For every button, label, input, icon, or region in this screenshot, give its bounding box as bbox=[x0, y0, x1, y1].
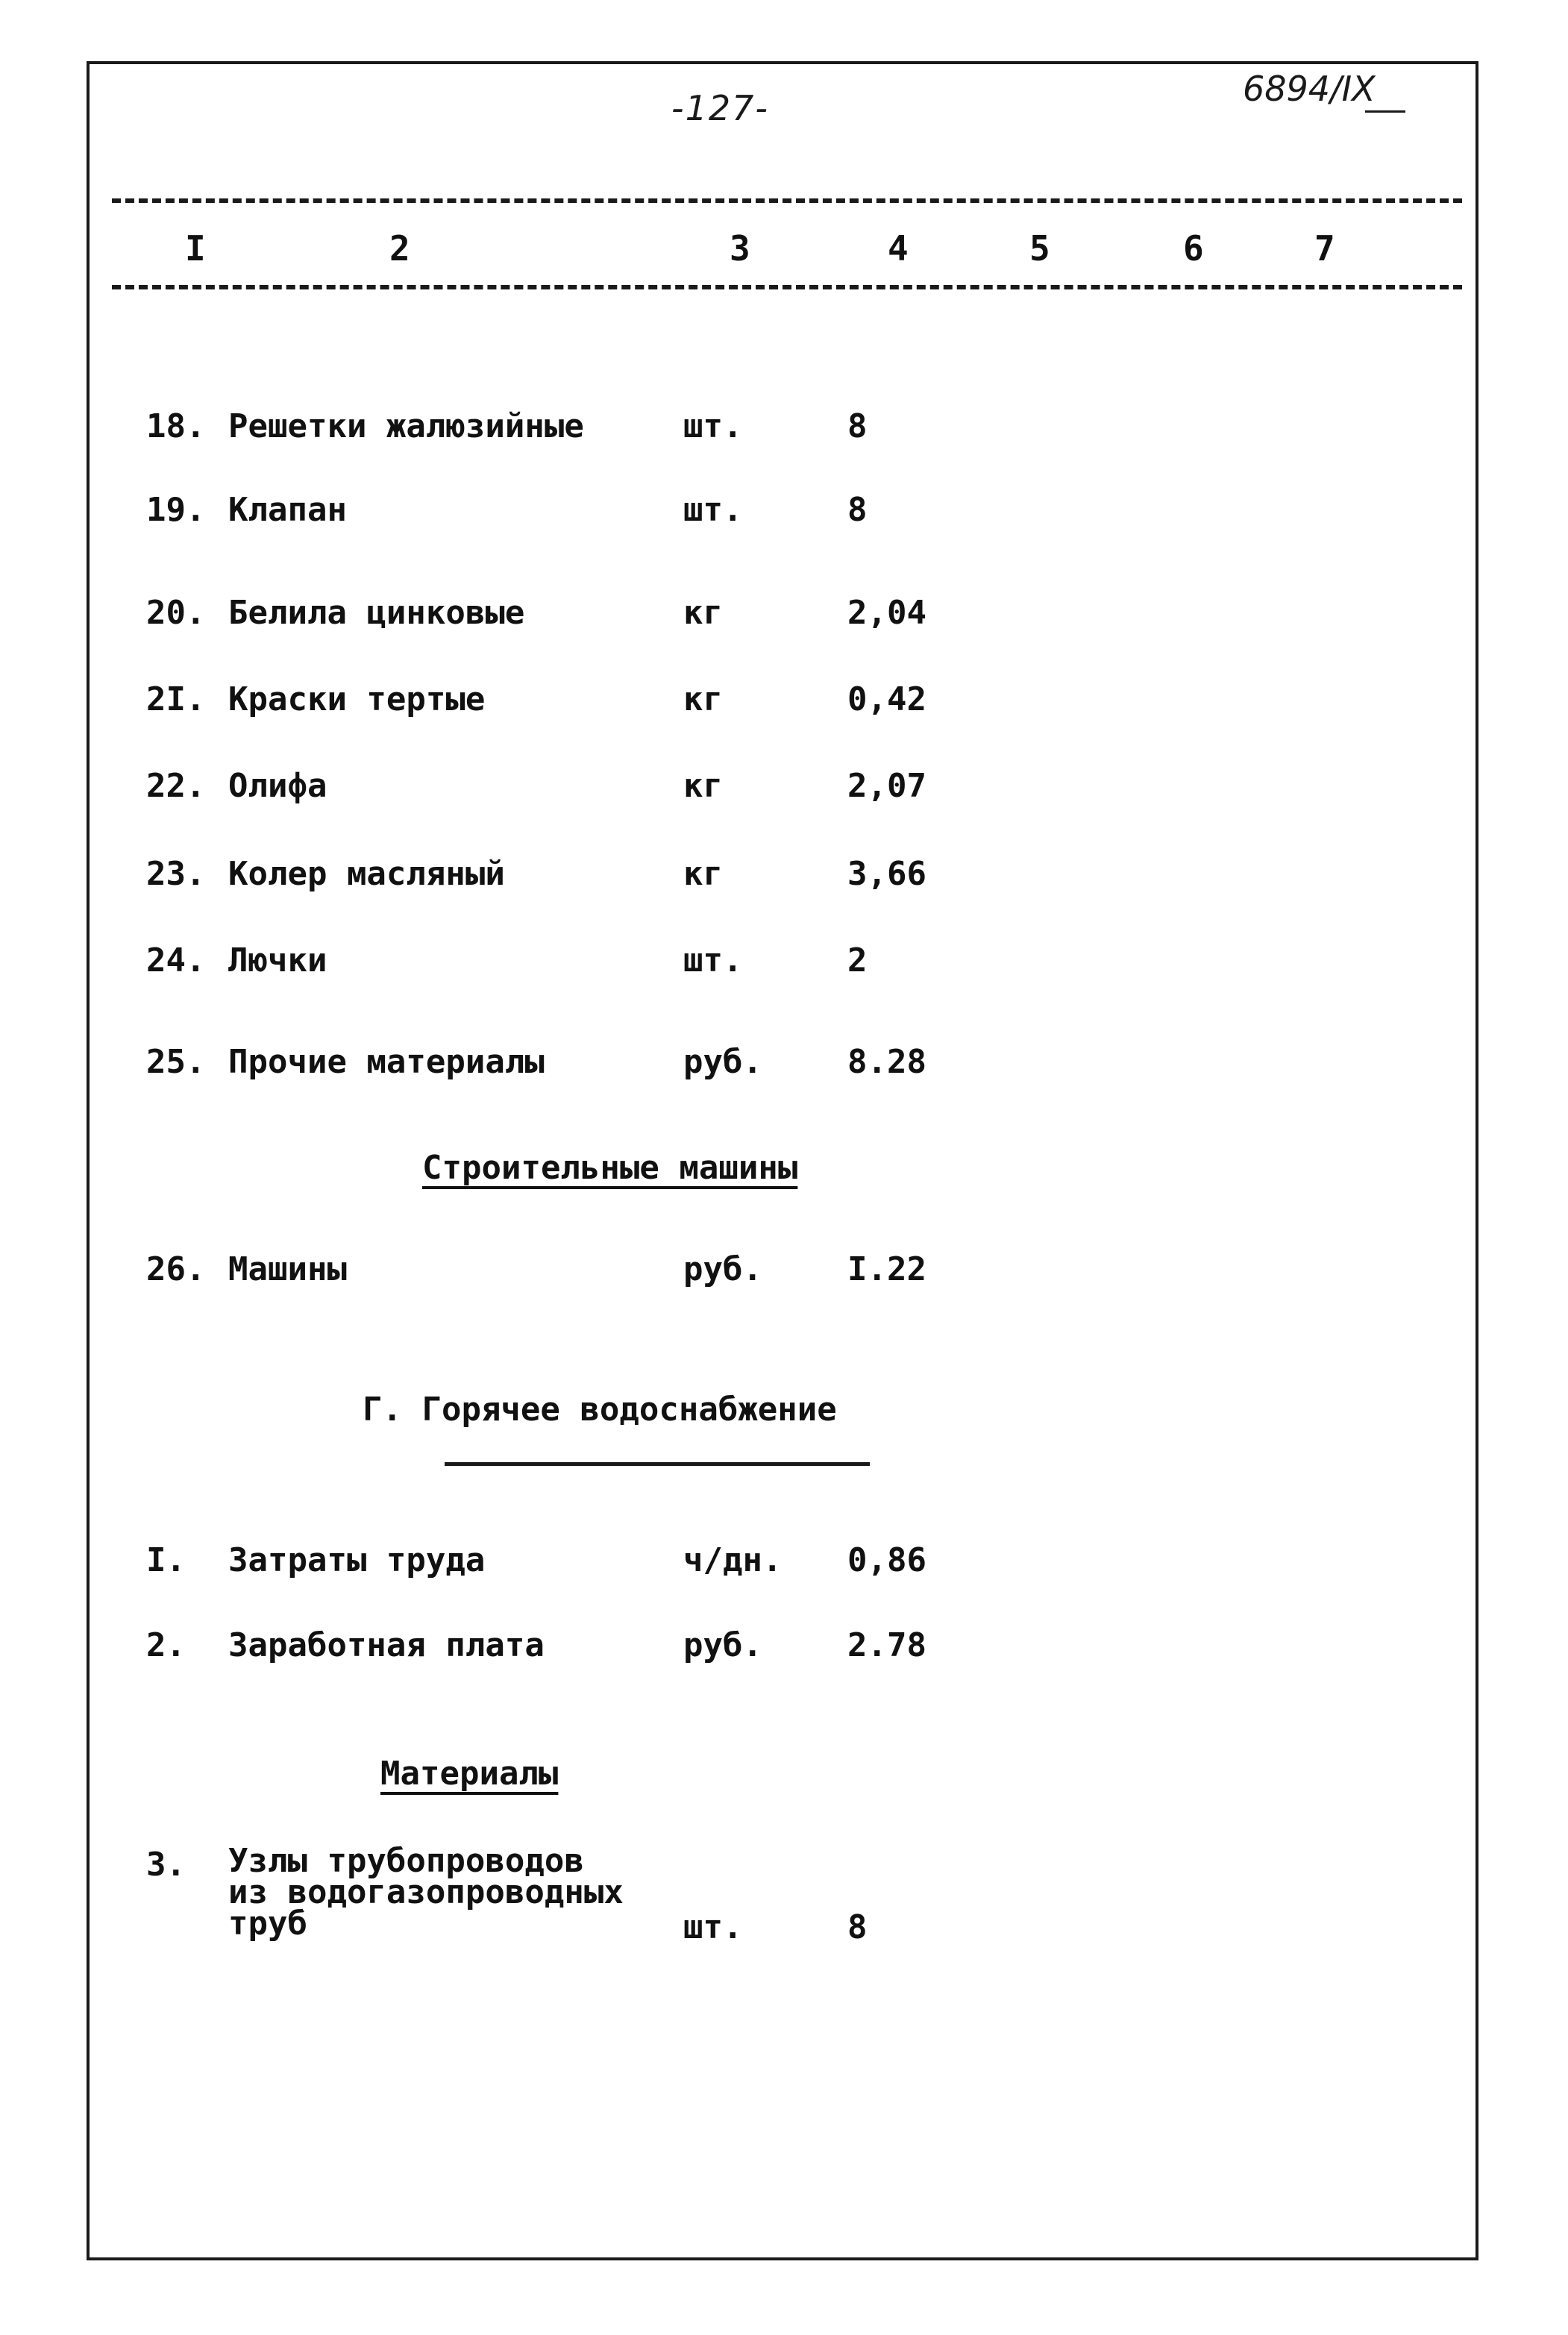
table-row bbox=[0, 594, 1568, 639]
row-unit: кг bbox=[683, 767, 723, 805]
column-header-4: 4 bbox=[888, 228, 909, 269]
row-name: Колер масляный bbox=[228, 855, 505, 893]
row-name: Белила цинковые bbox=[228, 594, 525, 632]
row-name: Лючки bbox=[228, 941, 327, 980]
row-unit: кг bbox=[683, 855, 723, 893]
table-row bbox=[0, 1250, 1568, 1295]
row-quantity: 3,66 bbox=[847, 855, 926, 893]
row-quantity: 8.28 bbox=[847, 1043, 926, 1081]
row-unit: кг bbox=[683, 594, 723, 632]
machines-heading: Строительные машины bbox=[422, 1149, 798, 1187]
row-quantity: 8 bbox=[847, 407, 868, 445]
row-number: 24. bbox=[146, 941, 206, 980]
row-number: 2. bbox=[146, 1626, 186, 1664]
row-name: Затраты труда bbox=[228, 1541, 486, 1579]
row-number: I. bbox=[146, 1541, 186, 1579]
row-number: 23. bbox=[146, 855, 206, 893]
materials-heading: Материалы bbox=[380, 1755, 559, 1793]
document-code: 6894/IX bbox=[1243, 69, 1376, 109]
row-name: Клапан bbox=[228, 491, 347, 529]
section-title: Г. Горячее водоснабжение bbox=[363, 1391, 837, 1429]
row-number: 25. bbox=[146, 1043, 206, 1081]
column-header-7: 7 bbox=[1314, 228, 1335, 269]
table-row bbox=[0, 941, 1568, 986]
row-name: Машины bbox=[228, 1250, 347, 1288]
column-header-6: 6 bbox=[1183, 228, 1204, 269]
row-unit: кг bbox=[683, 680, 723, 718]
row-quantity: 8 bbox=[847, 1908, 868, 1946]
row-name-line: Узлы трубопроводов bbox=[228, 1842, 584, 1880]
row-unit: ч/дн. bbox=[683, 1541, 783, 1579]
row-number: 20. bbox=[146, 594, 206, 632]
row-name: Решетки жалюзийные bbox=[228, 407, 584, 445]
row-unit: шт. bbox=[683, 1908, 743, 1946]
column-header-5: 5 bbox=[1029, 228, 1050, 269]
section-title-rule bbox=[445, 1462, 870, 1466]
row-quantity: 2,07 bbox=[847, 767, 926, 805]
column-header-1: I bbox=[185, 228, 206, 269]
column-header-3: 3 bbox=[730, 228, 750, 269]
row-unit: шт. bbox=[683, 941, 743, 980]
row-quantity: 0,42 bbox=[847, 680, 926, 718]
row-number: 26. bbox=[146, 1250, 206, 1288]
row-number: 18. bbox=[146, 407, 206, 445]
row-name: Заработная плата bbox=[228, 1626, 545, 1664]
table-row bbox=[0, 407, 1568, 452]
table-row bbox=[0, 1043, 1568, 1088]
header-bottom-divider bbox=[112, 285, 1462, 289]
table-row bbox=[0, 855, 1568, 900]
row-number: 19. bbox=[146, 491, 206, 529]
row-quantity: 0,86 bbox=[847, 1541, 926, 1579]
table-row bbox=[0, 1626, 1568, 1671]
column-header-2: 2 bbox=[389, 228, 410, 269]
document-code-underline bbox=[1365, 110, 1405, 113]
row-name: Прочие материалы bbox=[228, 1043, 545, 1081]
row-name-line: из водогазопроводных bbox=[228, 1873, 624, 1911]
row-number: 22. bbox=[146, 767, 206, 805]
row-quantity: 2,04 bbox=[847, 594, 926, 632]
row-unit: руб. bbox=[683, 1250, 762, 1288]
row-quantity: 2 bbox=[847, 941, 868, 980]
page-number: -127- bbox=[671, 88, 769, 128]
row-name: Олифа bbox=[228, 767, 327, 805]
table-row bbox=[0, 767, 1568, 812]
row-unit: шт. bbox=[683, 491, 743, 529]
row-quantity: I.22 bbox=[847, 1250, 926, 1288]
row-number: 3. bbox=[146, 1846, 186, 1884]
row-number: 2I. bbox=[146, 680, 206, 718]
row-name-line: труб bbox=[228, 1905, 307, 1943]
row-quantity: 2.78 bbox=[847, 1626, 926, 1664]
row-quantity: 8 bbox=[847, 491, 868, 529]
row-name: Краски тертые bbox=[228, 680, 486, 718]
row-unit: руб. bbox=[683, 1043, 762, 1081]
table-row bbox=[0, 1541, 1568, 1586]
table-row bbox=[0, 491, 1568, 536]
table-row bbox=[0, 680, 1568, 725]
row-unit: шт. bbox=[683, 407, 743, 445]
table-row-values bbox=[0, 1905, 1568, 1953]
row-unit: руб. bbox=[683, 1626, 762, 1664]
header-top-divider bbox=[112, 198, 1462, 203]
